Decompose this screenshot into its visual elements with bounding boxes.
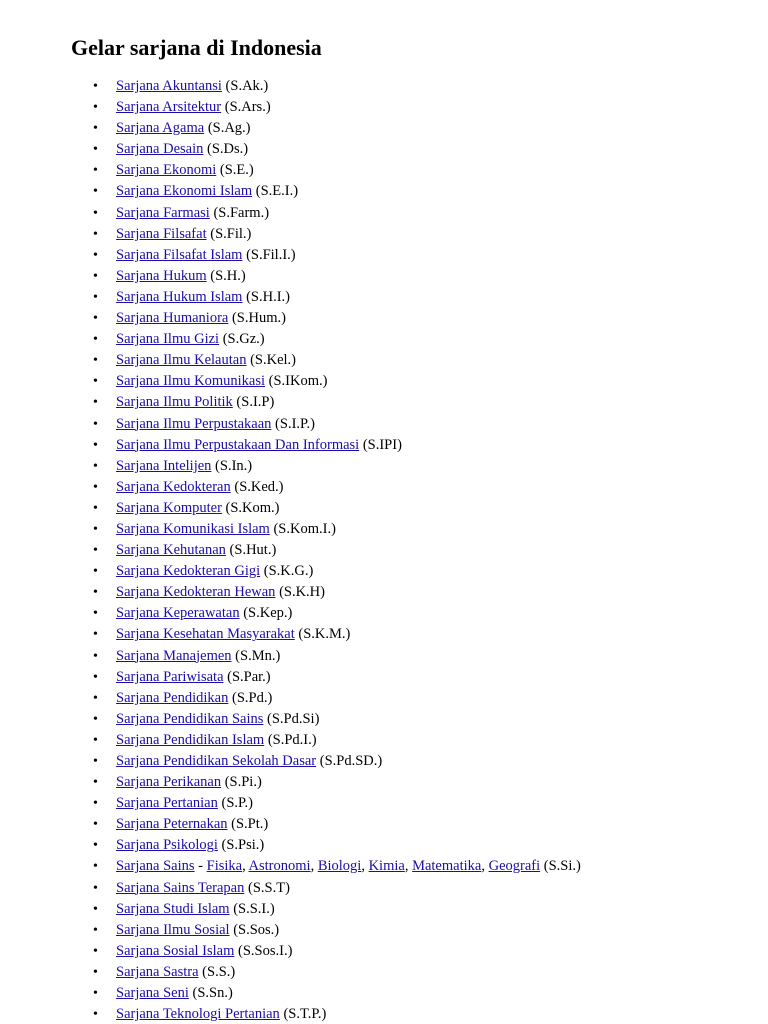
degree-abbreviation: (S.Fil.) <box>210 225 252 242</box>
bullet-icon: • <box>93 648 98 664</box>
bullet-icon: • <box>93 247 98 263</box>
degree-abbreviation: (S.Si.) <box>543 858 581 875</box>
list-item <box>0 983 768 1004</box>
bullet-icon: • <box>93 268 98 284</box>
degree-link[interactable]: Sarjana Pendidikan <box>116 689 229 706</box>
degree-abbreviation: (S.H.) <box>210 267 246 284</box>
bullet-icon: • <box>93 922 98 938</box>
degree-link[interactable]: Sarjana Ilmu Kelautan <box>116 352 247 369</box>
list-item <box>0 350 768 371</box>
degree-abbreviation: (S.IPI) <box>362 436 402 453</box>
degree-link[interactable]: Sarjana Sastra <box>116 963 199 980</box>
list-item <box>0 392 768 413</box>
list-item <box>0 329 768 350</box>
degree-abbreviation: (S.E.I.) <box>255 183 299 200</box>
degree-abbreviation: (S.Pd.Si) <box>267 710 320 727</box>
degree-abbreviation: (S.Pt.) <box>231 816 269 833</box>
degree-link[interactable]: Sarjana Arsitektur <box>116 99 222 116</box>
degree-abbreviation: (S.I.P.) <box>275 415 315 432</box>
degree-link[interactable]: Sarjana Pertanian <box>116 795 218 812</box>
list-item <box>0 878 768 899</box>
list-item <box>0 814 768 835</box>
degree-link[interactable]: Sarjana Sosial Islam <box>116 942 235 959</box>
list-item <box>0 540 768 561</box>
bullet-icon: • <box>93 374 98 390</box>
degree-link[interactable]: Sarjana Farmasi <box>116 204 210 221</box>
bullet-icon: • <box>93 142 98 158</box>
field-link[interactable]: Fisika <box>206 858 243 875</box>
degree-abbreviation: (S.Pd.I.) <box>267 731 317 748</box>
bullet-icon: • <box>93 1007 98 1023</box>
degree-abbreviation: (S.Kom.I.) <box>273 520 336 537</box>
degree-link[interactable]: Sarjana Akuntansi <box>116 78 222 94</box>
field-link[interactable]: Biologi <box>317 858 362 875</box>
degree-link[interactable]: Sarjana Peternakan <box>116 816 228 833</box>
bullet-icon: • <box>93 353 98 369</box>
degree-link[interactable]: Sarjana Humaniora <box>116 310 229 327</box>
degree-abbreviation: (S.Kep.) <box>243 605 293 622</box>
degree-abbreviation: (S.T.P.) <box>283 1006 327 1023</box>
bullet-icon: • <box>93 289 98 305</box>
bullet-icon: • <box>93 79 98 94</box>
degree-link[interactable]: Sarjana Desain <box>116 141 204 158</box>
list-item <box>0 772 768 793</box>
list-item <box>0 97 768 118</box>
degree-link[interactable]: Sarjana Kesehatan Masyarakat <box>116 626 295 643</box>
degree-link[interactable]: Sarjana Ekonomi Islam <box>116 183 253 200</box>
degree-link[interactable]: Sarjana Perikanan <box>116 774 222 791</box>
degree-link[interactable]: Sarjana Ilmu Komunikasi <box>116 373 266 390</box>
bullet-icon: • <box>93 311 98 327</box>
list-item <box>0 709 768 730</box>
list-item <box>0 519 768 540</box>
list-item <box>0 793 768 814</box>
bullet-icon: • <box>93 100 98 116</box>
degree-abbreviation: (S.Pd.) <box>231 689 273 706</box>
bullet-icon: • <box>93 817 98 833</box>
degree-abbreviation: (S.Ars.) <box>224 99 271 116</box>
list-item <box>0 603 768 624</box>
degree-abbreviation: (S.Pi.) <box>224 774 262 791</box>
degree-abbreviation: (S.Farm.) <box>213 204 270 221</box>
bullet-icon: • <box>93 775 98 791</box>
bullet-icon: • <box>93 121 98 137</box>
bullet-icon: • <box>93 479 98 495</box>
degree-abbreviation: (S.Sos.I.) <box>238 942 293 959</box>
bullet-icon: • <box>93 711 98 727</box>
degree-abbreviation: (S.S.I.) <box>233 900 275 917</box>
degree-abbreviation: (S.Sos.) <box>233 921 280 938</box>
degree-link[interactable]: Sarjana Teknologi Pertanian <box>116 1006 280 1023</box>
list-item <box>0 435 768 456</box>
degree-abbreviation: (S.I.P) <box>236 394 275 411</box>
degree-link[interactable]: Sarjana Agama <box>116 120 205 137</box>
degree-abbreviation: (S.K.H) <box>279 584 325 601</box>
degree-abbreviation: (S.S.) <box>202 963 236 980</box>
list-item <box>0 751 768 772</box>
degree-abbreviation: (S.Sn.) <box>192 985 233 1002</box>
list-item <box>0 561 768 582</box>
degree-link[interactable]: Sarjana Komunikasi Islam <box>116 520 270 537</box>
list-item <box>0 920 768 941</box>
list-item <box>0 245 768 266</box>
degree-abbreviation: (S.Kom.) <box>225 499 280 516</box>
field-link[interactable]: Kimia <box>368 858 405 875</box>
degree-link[interactable]: Sarjana Pendidikan Sains <box>116 710 264 727</box>
bullet-icon: • <box>93 859 98 875</box>
list-item <box>0 624 768 645</box>
degree-link[interactable]: Sarjana Sains <box>116 858 195 875</box>
degree-link[interactable]: Sarjana Kedokteran Hewan <box>116 584 276 601</box>
list-item <box>0 835 768 856</box>
list-item <box>0 266 768 287</box>
list-item <box>0 646 768 667</box>
degree-link[interactable]: Sarjana Komputer <box>116 499 222 516</box>
bullet-icon: • <box>93 732 98 748</box>
degree-abbreviation: (S.Ak.) <box>225 78 269 94</box>
bullet-icon: • <box>93 500 98 516</box>
degree-link[interactable]: Sarjana Pendidikan Islam <box>116 731 265 748</box>
list-item: • Sarjana Sains - Fisika, Astronomi, Biologi, Kimia, Matematika, Geografi (S.Si.) <box>0 856 768 877</box>
degree-link[interactable]: Sarjana Intelijen <box>116 457 212 474</box>
list-item <box>0 1004 768 1024</box>
degree-abbreviation: (S.Fil.I.) <box>246 246 296 263</box>
list-item <box>0 582 768 603</box>
list-item <box>0 203 768 224</box>
bullet-icon: • <box>93 754 98 769</box>
degree-link[interactable]: Sarjana Ilmu Perpustakaan <box>116 415 272 432</box>
list-item <box>0 941 768 962</box>
bullet-icon: • <box>93 943 98 959</box>
degree-link[interactable]: Sarjana Keperawatan <box>116 605 240 622</box>
list-item <box>0 688 768 709</box>
degree-abbreviation: (S.H.I.) <box>246 288 290 305</box>
bullet-icon: • <box>93 332 98 348</box>
degree-link[interactable]: Sarjana Ilmu Gizi <box>116 331 220 348</box>
list-item <box>0 456 768 477</box>
bullet-icon: • <box>93 184 98 200</box>
degree-link[interactable]: Sarjana Hukum Islam <box>116 288 243 305</box>
degree-link[interactable]: Sarjana Kehutanan <box>116 542 226 559</box>
degree-abbreviation: (S.Par.) <box>227 668 271 685</box>
degree-link[interactable]: Sarjana Ilmu Sosial <box>116 921 230 938</box>
bullet-icon: • <box>93 437 98 453</box>
bullet-icon: • <box>93 964 98 980</box>
list-item <box>0 667 768 688</box>
bullet-icon: • <box>93 669 98 685</box>
degree-link[interactable]: Sarjana Filsafat <box>116 225 207 242</box>
list-item <box>0 899 768 920</box>
degree-abbreviation: (S.Mn.) <box>235 647 281 664</box>
degree-abbreviation: (S.Hut.) <box>229 542 277 559</box>
bullet-icon: • <box>93 690 98 706</box>
degree-link[interactable]: Sarjana Manajemen <box>116 647 232 664</box>
degree-link[interactable]: Sarjana Ilmu Perpustakaan Dan Informasi <box>116 436 360 453</box>
list-item <box>0 76 768 97</box>
degree-link[interactable]: Sarjana Filsafat Islam <box>116 246 243 263</box>
field-link[interactable]: Geografi <box>488 858 541 875</box>
degree-list <box>0 76 768 1024</box>
degree-link[interactable]: Sarjana Pariwisata <box>116 668 224 685</box>
list-item <box>0 139 768 160</box>
bullet-icon: • <box>93 163 98 179</box>
field-link[interactable]: Matematika <box>412 858 482 875</box>
list-item <box>0 118 768 139</box>
degree-abbreviation: (S.Ds.) <box>207 141 249 158</box>
degree-abbreviation: (S.IKom.) <box>268 373 328 390</box>
degree-link[interactable]: Sarjana Studi Islam <box>116 900 230 917</box>
list-item <box>0 730 768 751</box>
degree-abbreviation: (S.K.M.) <box>298 626 351 643</box>
degree-link[interactable]: Sarjana Kedokteran Gigi <box>116 563 261 580</box>
bullet-icon: • <box>93 226 98 242</box>
list-item <box>0 308 768 329</box>
bullet-icon: • <box>93 585 98 601</box>
list-item <box>0 160 768 181</box>
bullet-icon: • <box>93 627 98 643</box>
bullet-icon: • <box>93 205 98 221</box>
bullet-icon: • <box>93 838 98 854</box>
bullet-icon: • <box>93 543 98 559</box>
degree-abbreviation: (S.Ked.) <box>234 478 284 495</box>
degree-abbreviation: (S.Psi.) <box>221 837 265 854</box>
bullet-icon: • <box>93 458 98 474</box>
list-item <box>0 414 768 435</box>
degree-abbreviation: (S.Gz.) <box>222 331 265 348</box>
list-item <box>0 962 768 983</box>
degree-link[interactable]: Sarjana Psikologi <box>116 837 218 854</box>
bullet-icon: • <box>93 986 98 1002</box>
bullet-icon: • <box>93 796 98 812</box>
list-item <box>0 371 768 392</box>
degree-link[interactable]: Sarjana Hukum <box>116 267 207 284</box>
degree-link[interactable]: Sarjana Ilmu Politik <box>116 394 233 411</box>
bullet-icon: • <box>93 901 98 917</box>
degree-link[interactable]: Sarjana Ekonomi <box>116 162 217 179</box>
degree-link[interactable]: Sarjana Kedokteran <box>116 478 231 495</box>
bullet-icon: • <box>93 395 98 411</box>
bullet-icon: • <box>93 521 98 537</box>
degree-link[interactable]: Sarjana Seni <box>116 985 189 1002</box>
degree-abbreviation: (S.K.G.) <box>263 563 314 580</box>
degree-abbreviation: (S.P.) <box>221 795 253 812</box>
degree-abbreviation: (S.E.) <box>219 162 254 179</box>
list-item <box>0 498 768 519</box>
list-item <box>0 287 768 308</box>
degree-abbreviation: (S.S.T) <box>248 879 290 896</box>
degree-abbreviation: (S.Pd.SD.) <box>319 753 383 769</box>
page-title: Gelar sarjana di Indonesia <box>71 35 322 60</box>
degree-abbreviation: (S.In.) <box>215 457 253 474</box>
degree-abbreviation: (S.Kel.) <box>250 352 296 369</box>
list-item <box>0 181 768 202</box>
bullet-icon: • <box>93 606 98 622</box>
degree-abbreviation: (S.Ag.) <box>207 120 251 137</box>
bullet-icon: • <box>93 880 98 896</box>
bullet-icon: • <box>93 416 98 432</box>
degree-link[interactable]: Sarjana Sains Terapan <box>116 879 245 896</box>
list-item <box>0 224 768 245</box>
degree-link[interactable]: Sarjana Pendidikan Sekolah Dasar <box>116 753 317 769</box>
list-item <box>0 477 768 498</box>
bullet-icon: • <box>93 564 98 580</box>
field-link[interactable]: Astronomi <box>248 858 311 875</box>
degree-abbreviation: (S.Hum.) <box>231 310 286 327</box>
